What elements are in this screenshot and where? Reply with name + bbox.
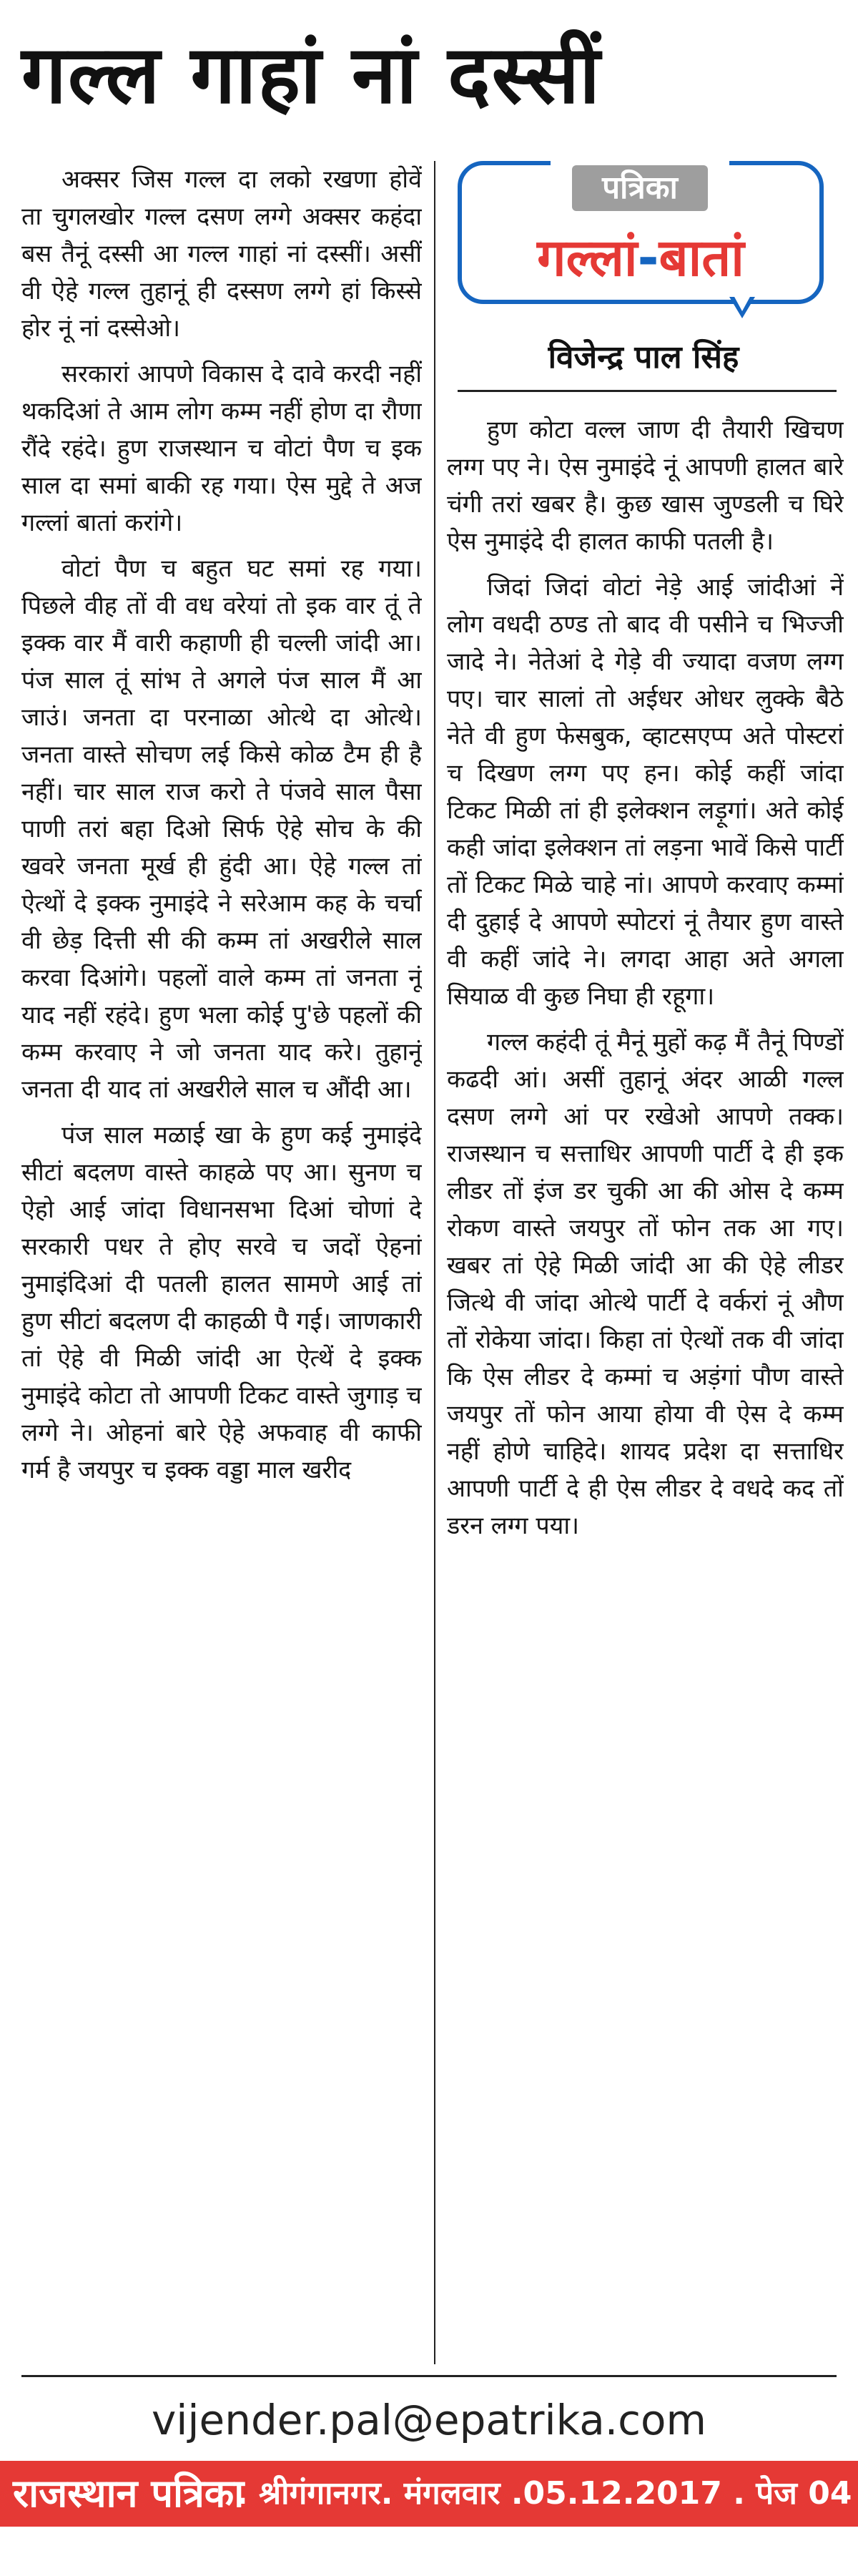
article-column-right [447, 411, 844, 2364]
series-title-part1: गल्लां [537, 227, 638, 288]
series-title-sep: - [637, 227, 659, 288]
article-column-left [21, 161, 422, 2364]
column-divider [434, 161, 435, 2364]
paragraph: गल्ल कहंदी तूं मैनूं मुहों कढ़ मैं तैनूं पिण्डों कढदी आं। असीं तुहानूं अंदर आळी गल्ल दसण लग्गे आं पर रखेओ आपणे तक्क। राजस्थान च सत्ताधिर आपणी पार्टी दे ही इक लीडर तों इंज डर चुकी आ की ओस दे कम्म रोकण वास्ते जयपुर तों फोन तक आ गए। खबर तां ऐहे मिळी जांदी आ की ऐहे लीडर जित्थे वी जांदा ओत्थे पार्टी दे वर्करां नूं औण तों रोकेया जांदा। किहा तां ऐत्थों तक वी जांदा कि ऐस लीडर दे कम्मां च अड़ंगां पौण वास्ते जयपुर तों फोन आया होया वी ऐस दे कम्म नहीं होणे चाहिदे। शायद प्रदेश दा सत्ताधिर आपणी पार्टी दे ही ऐस लीडर दे वधदे कद तों डरन लग्ग पया। [447, 1028, 844, 1540]
headline: गल्ल गाहां नां दस्सीं [21, 29, 602, 122]
paragraph: हुण कोटा वल्ल जाण दी तैयारी खिचण लग्ग पए ने। ऐस नुमाइंदे नूं आपणी हालत बारे चंगी तरां खबर है। कुछ खास जुण्डली च घिरे ऐस नुमाइंदे दी हालत काफी पतली है। [447, 416, 844, 556]
footer-meta: . श्रीगंगानगर. मंगलवार .05.12.2017 . पेज 04 [236, 2475, 852, 2512]
footer-brand: राजस्थान पत्रिका [13, 2471, 245, 2516]
series-title-part2: बातां [659, 227, 744, 288]
paragraph: जिदां जिदां वोटां नेड़े आई जांदीआं नें लोग वधदी ठण्ड तो बाद वी पसीने च भिज्जी जादे ने। नेतेआं दे गेड़े वी ज्यादा वजण लग्ग पए। चार सालां तो अईधर ओधर लुक्के बैठे नेते वी हुण फेसबुक, व्हाटसएप्प अते पोस्टरां च दिखण लग्ग पए हन। कोई कहीं जांदा टिकट मिळी तां ही इलेक्शन लड़ूगां। अते कोई कही जांदा इलेक्शन तां लड़ना भावें किसे पार्टी तों टिकट मिळे चाहे नां। आपणे करवाए कम्मां दी दुहाई दे आपणे स्पोटरां नूं तैयार हुण वास्ते वी कहीं जांदे ने। लगदा आहा अते अगला सियाळ वी कुछ निघा ही रहूगा। [447, 573, 844, 1011]
paragraph: अक्सर जिस गल्ल दा लको रखणा होवें ता चुगलखोर गल्ल दसण लग्गे अक्सर कहंदा बस तैनूं दस्सी आ गल्ल गाहां नां दस्सीं। असीं वी ऐहे गल्ल तुहानूं ही दस्सण लग्गे हां किस्से होर नूं नां दस्सेओ। [21, 165, 422, 343]
footer-divider [21, 2375, 837, 2377]
brand-label: पत्रिका [572, 165, 708, 211]
author-email: vijender.pal@epatrika.com [151, 2396, 707, 2444]
footer-bar [0, 2461, 858, 2527]
series-title [458, 225, 824, 290]
paragraph: पंज साल मळाई खा के हुण कई नुमाइंदे सीटां बदलण वास्ते काहळे पए आ। सुनण च ऐहो आई जांदा विधानसभा दिआं चोणां दे सरकारी पधर ते होए सरवे च जदों ऐहनां नुमाइंदिआं दी पतली हालत सामणे आई तां हुण सीटां बदलण दी काहळी पै गई। जाणकारी तां ऐहे वी मिळी जांदी आ ऐत्थें दे इक्क नुमाइंदे कोटा तो आपणी टिकट वास्ते जुगाड़ च लग्गे ने। ओहनां बारे ऐहे अफवाह वी काफी गर्म है जयपुर च इक्क वड्डा माल खरीद [21, 1121, 422, 1484]
paragraph: वोटां पैण च बहुत घट समां रह गया। पिछले वीह तों वी वध वरेयां तो इक वार तूं ते इक्क वार मैं वारी कहाणी ही चल्ली जांदी आ। पंज साल तूं सांभ ते अगले पंज साल मैं आ जाउं। जनता दा परनाळा ओत्थे दा ओत्थे। जनता वास्ते सोचण लई किसे कोळ टैम ही है नहीं। चार साल राज करो ते पंजवे साल पैसा पाणी तरां बहा दिओ सिर्फ ऐहे सोच के की खवरे जनता मूर्ख ही हुंदी आ। ऐहे गल्ल तां ऐत्थों दे इक्क नुमाइंदे ने सरेआम कह के चर्चा वी छेड़ दित्ती सी की कम्म तां अखरीले साल करवा दिआंगे। पहलों वाले कम्म तां जनता नूं याद नहीं रहंदे। हुण भला कोई पु'छे पहलों की कम्म करवाए ने जो जनता याद करे। तुहानूं जनता दी याद तां अखरीले साल च औंदी आ। [21, 554, 422, 1104]
paragraph: सरकारां आपणे विकास दे दावे करदी नहीं थकदिआं ते आम लोग कम्म नहीं होण दा रौणा रौंदे रहंदे। हुण राजस्थान च वोटां पैण च इक साल दा समां बाकी रह गया। ऐस मुद्दे ते अज गल्लां बातां करांगे। [21, 360, 422, 537]
author-byline: विजेन्द्र पाल सिंह [548, 339, 739, 376]
byline-divider [458, 390, 837, 392]
column-title-box [458, 154, 829, 322]
